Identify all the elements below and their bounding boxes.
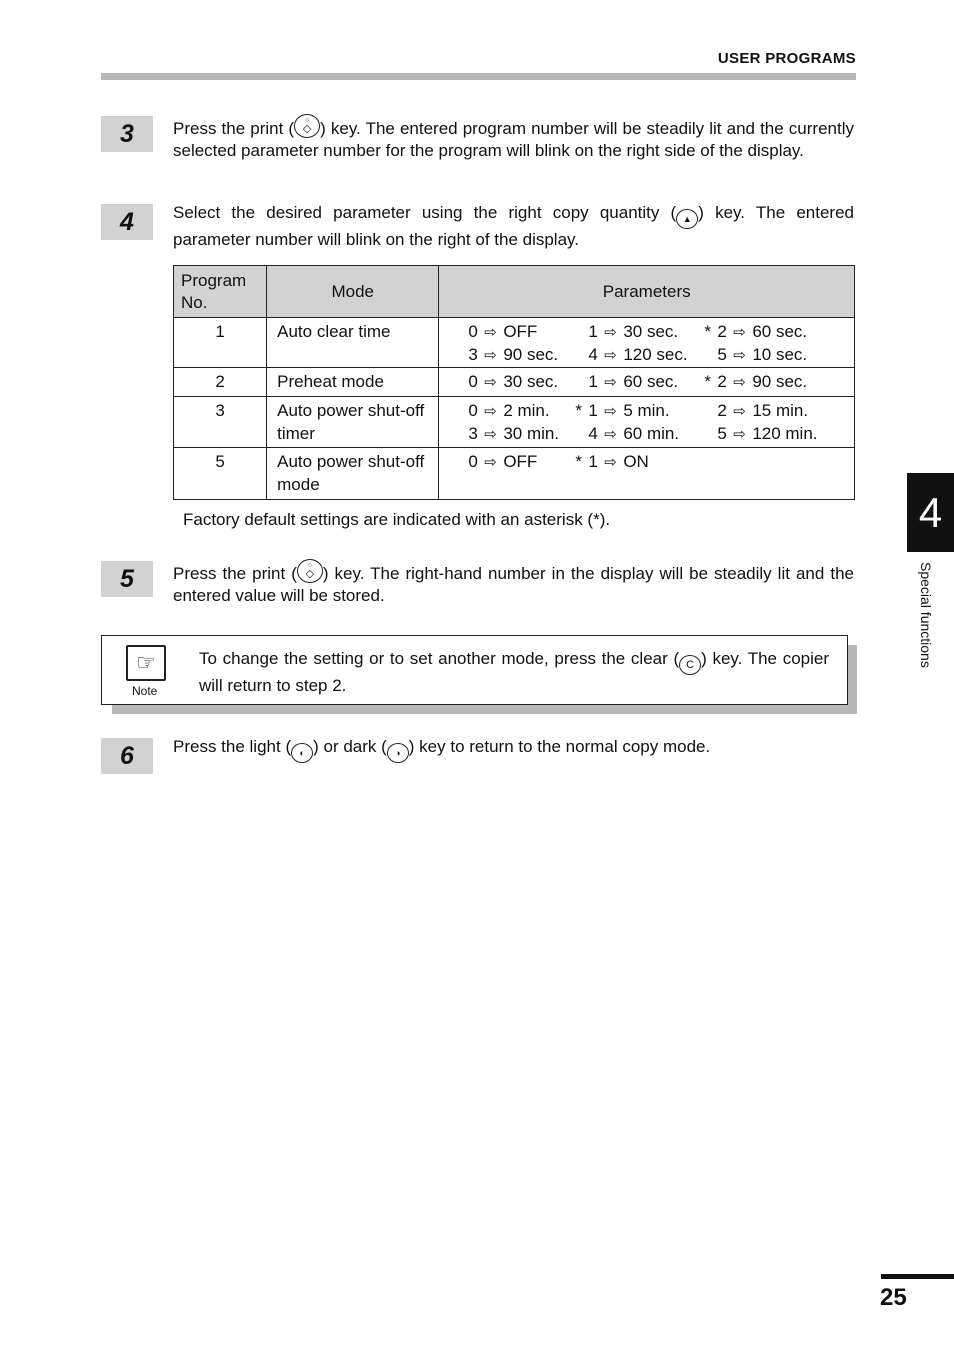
- table-header-row: [174, 266, 855, 318]
- mode-name: Preheat mode: [267, 368, 439, 397]
- step-6-text-pre: Press the light (: [173, 737, 292, 756]
- arrow-right-icon: ⇨: [733, 347, 746, 364]
- program-number: 1: [174, 318, 267, 368]
- parameter-option: 2 ⇨ 15 min.: [688, 399, 854, 423]
- header-rule: [101, 73, 856, 80]
- parameter-list: [439, 397, 855, 448]
- factory-default-note: Factory default settings are indicated with an asterisk (*).: [183, 510, 611, 529]
- note-text-post: ) key. The copier will return to step 2.: [199, 649, 829, 695]
- parameter-option: 0 ⇨ OFF: [439, 320, 559, 344]
- parameter-option: 5 ⇨ 120 min.: [688, 422, 854, 446]
- step-5-text: [173, 559, 854, 607]
- program-number: 2: [174, 368, 267, 397]
- program-number: 5: [174, 448, 267, 500]
- arrow-right-icon: ⇨: [484, 374, 497, 391]
- table-row: [174, 368, 855, 397]
- parameter-option: 3 ⇨ 30 min.: [439, 422, 559, 446]
- parameter-option: 3 ⇨ 90 sec.: [439, 343, 559, 367]
- arrow-right-icon: ⇨: [733, 403, 746, 420]
- arrow-right-icon: ⇨: [733, 426, 746, 443]
- mode-name: Auto clear time: [267, 318, 439, 368]
- note-label: Note: [132, 684, 158, 698]
- page-number-rule: [881, 1274, 954, 1279]
- arrow-right-icon: ⇨: [484, 403, 497, 420]
- parameter-option: * 1 ⇨ 5 min.: [559, 399, 688, 423]
- chapter-tab: 4: [907, 473, 954, 552]
- step-4-text-pre: Select the desired parameter using the right copy quantity (: [173, 203, 677, 222]
- step-3-text-post: ) key. The entered program number will be steadily lit and the currently selected parameter number for the program will blink on the right side of the display.: [173, 119, 854, 160]
- parameter-option: 1 ⇨ 60 sec.: [559, 370, 688, 394]
- parameter-option: 0 ⇨ 2 min.: [439, 399, 559, 423]
- step-6-text: [173, 736, 854, 763]
- arrow-right-icon: ⇨: [733, 324, 746, 341]
- step-5-text-pre: Press the print (: [173, 564, 297, 583]
- dark-key-icon: ◑: [387, 743, 409, 763]
- arrow-right-icon: ⇨: [484, 324, 497, 341]
- parameter-option: 4 ⇨ 120 sec.: [559, 343, 688, 367]
- arrow-right-icon: ⇨: [733, 374, 746, 391]
- note-box: [101, 635, 848, 705]
- arrow-right-icon: ⇨: [604, 403, 617, 420]
- program-number: 3: [174, 397, 267, 448]
- header-program-no: Program No.: [174, 266, 267, 318]
- parameter-list: [439, 318, 855, 368]
- step-5-text-post: ) key. The right-hand number in the display will be steadily lit and the entered value will be stored.: [173, 564, 854, 605]
- arrow-right-icon: ⇨: [604, 324, 617, 341]
- print-key-icon: ○ ◇: [294, 114, 320, 138]
- arrow-right-icon: ⇨: [604, 426, 617, 443]
- arrow-right-icon: ⇨: [484, 426, 497, 443]
- parameter-option: 1 ⇨ 30 sec.: [559, 320, 688, 344]
- step-3-text-pre: Press the print (: [173, 119, 295, 138]
- step-4-text: [173, 202, 854, 251]
- step-6-number: 6: [101, 738, 153, 774]
- parameter-option: 0 ⇨ OFF: [439, 450, 559, 474]
- parameter-option: 4 ⇨ 60 min.: [559, 422, 688, 446]
- step-6-text-post: ) key to return to the normal copy mode.: [408, 737, 711, 756]
- table-row: [174, 397, 855, 448]
- pointing-hand-icon: ☞: [126, 645, 166, 681]
- parameter-option: * 1 ⇨ ON: [559, 450, 688, 474]
- arrow-right-icon: ⇨: [604, 347, 617, 364]
- mode-name: Auto power shut-off timer: [267, 397, 439, 448]
- page-number: 25: [880, 1284, 907, 1311]
- light-key-icon: ◐: [291, 743, 313, 763]
- header-title: USER PROGRAMS: [717, 50, 856, 67]
- copy-quantity-up-key-icon: ▲: [676, 209, 698, 229]
- step-5-number: 5: [101, 561, 153, 597]
- header-mode: Mode: [267, 266, 439, 318]
- chapter-label: Special functions: [918, 562, 934, 668]
- parameter-option: * 2 ⇨ 60 sec.: [688, 320, 854, 344]
- parameter-option: * 2 ⇨ 90 sec.: [688, 370, 854, 394]
- note-text: [199, 648, 829, 697]
- arrow-right-icon: ⇨: [484, 347, 497, 364]
- parameters-table: [173, 265, 855, 500]
- step-4-text-post: ) key. The entered parameter number will blink on the right of the display.: [173, 203, 854, 249]
- step-3-number: 3: [101, 116, 153, 152]
- clear-key-icon: C: [679, 655, 701, 675]
- note-text-pre: To change the setting or to set another mode, press the clear (: [199, 649, 680, 668]
- table-row: [174, 448, 855, 500]
- parameter-option: 5 ⇨ 10 sec.: [688, 343, 854, 367]
- mode-name: Auto power shut-off mode: [267, 448, 439, 500]
- parameter-list: [439, 368, 855, 397]
- arrow-right-icon: ⇨: [604, 374, 617, 391]
- step-3-text: [173, 114, 854, 162]
- table-row: [174, 318, 855, 368]
- parameter-option: 0 ⇨ 30 sec.: [439, 370, 559, 394]
- header-parameters: Parameters: [439, 266, 855, 318]
- arrow-right-icon: ⇨: [604, 454, 617, 471]
- parameter-list: [439, 448, 855, 500]
- step-4-number: 4: [101, 204, 153, 240]
- step-6-text-mid: ) or dark (: [313, 737, 387, 756]
- arrow-right-icon: ⇨: [484, 454, 497, 471]
- print-key-icon: ○ ◇: [297, 559, 323, 583]
